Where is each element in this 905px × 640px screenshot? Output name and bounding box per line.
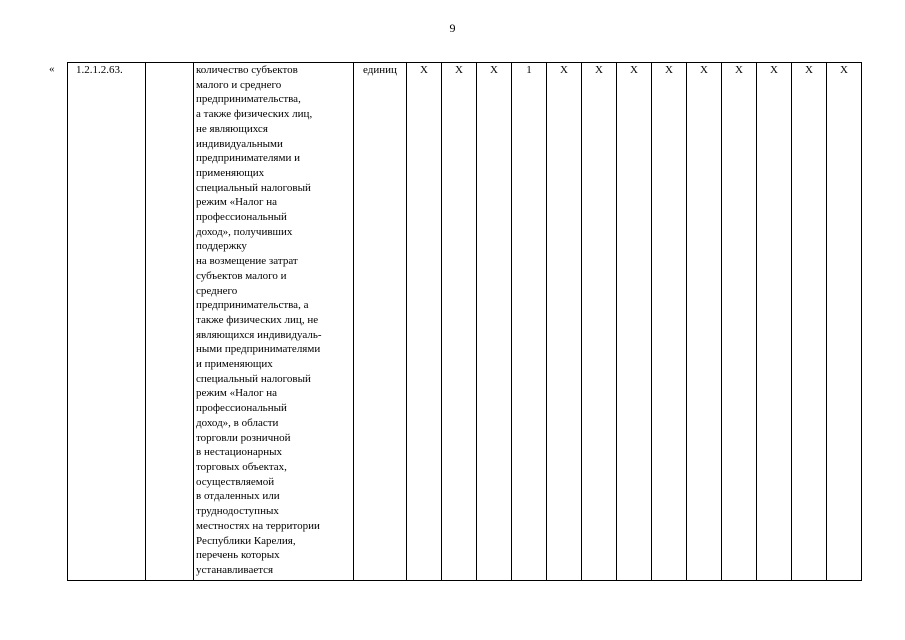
description-line: и применяющих (196, 358, 273, 371)
page-number: 9 (449, 21, 456, 35)
description-line: торговых объектах, (196, 460, 287, 473)
indicator-code-cell: 1.2.1.2.63. (68, 63, 146, 581)
description-line: предпринимателями и (196, 152, 300, 165)
description-line: устанавливается (196, 563, 274, 576)
empty-cell (146, 63, 194, 581)
description-line: доход», в области (196, 416, 279, 429)
description-line: являющихся индивидуаль- (196, 328, 322, 341)
value-cell: Х (582, 63, 617, 581)
description-line: субъектов малого и (196, 269, 287, 282)
value-cell: Х (652, 63, 687, 581)
description-line: предпринимательства, а (196, 299, 309, 312)
description-line: среднего (196, 284, 238, 297)
table-row (68, 63, 862, 581)
description-line: предпринимательства, (196, 93, 301, 106)
description-line: поддержку (196, 240, 247, 253)
description-line: в отдаленных или (196, 490, 280, 503)
description-line: режим «Налог на (196, 387, 278, 400)
description-line: также физических лиц, не (196, 313, 319, 326)
description-line: ными предпринимателями (196, 343, 321, 356)
value-cell: Х (757, 63, 792, 581)
description-line: местностях на территории (196, 519, 320, 532)
value-cell: Х (722, 63, 757, 581)
indicator-table (67, 62, 862, 581)
value-cell: Х (827, 63, 862, 581)
value-cell: Х (442, 63, 477, 581)
description-line: доход», получивших (196, 225, 293, 238)
value-cell: Х (687, 63, 722, 581)
description-line: осуществляемой (196, 475, 275, 488)
value-cell: Х (407, 63, 442, 581)
value-cell: Х (477, 63, 512, 581)
description-line: на возмещение затрат (196, 255, 298, 268)
description-line: количество субъектов (196, 64, 298, 76)
description-line: применяющих (196, 166, 265, 179)
description-line: торговли розничной (196, 431, 291, 444)
description-line: не являющихся (196, 122, 268, 135)
value-cell: Х (617, 63, 652, 581)
value-cell: 1 (512, 63, 547, 581)
description-line: специальный налоговый (196, 181, 311, 194)
value-cell: Х (547, 63, 582, 581)
description-line: в нестационарных (196, 446, 283, 459)
description-line: индивидуальными (196, 137, 283, 150)
description-line: перечень которых (196, 549, 280, 562)
description-line: специальный налоговый (196, 372, 311, 385)
value-cell: Х (792, 63, 827, 581)
description-line: а также физических лиц, (196, 108, 313, 121)
description-line: Республики Карелия, (196, 534, 296, 547)
indicator-description-cell (194, 63, 354, 581)
description-line: профессиональный (196, 211, 287, 224)
description-line: профессиональный (196, 402, 287, 415)
opening-quote: « (49, 63, 55, 75)
description-line: режим «Налог на (196, 196, 278, 209)
description-line: труднодоступных (196, 505, 279, 518)
unit-cell: единиц (354, 63, 407, 581)
description-line: малого и среднего (196, 78, 282, 91)
